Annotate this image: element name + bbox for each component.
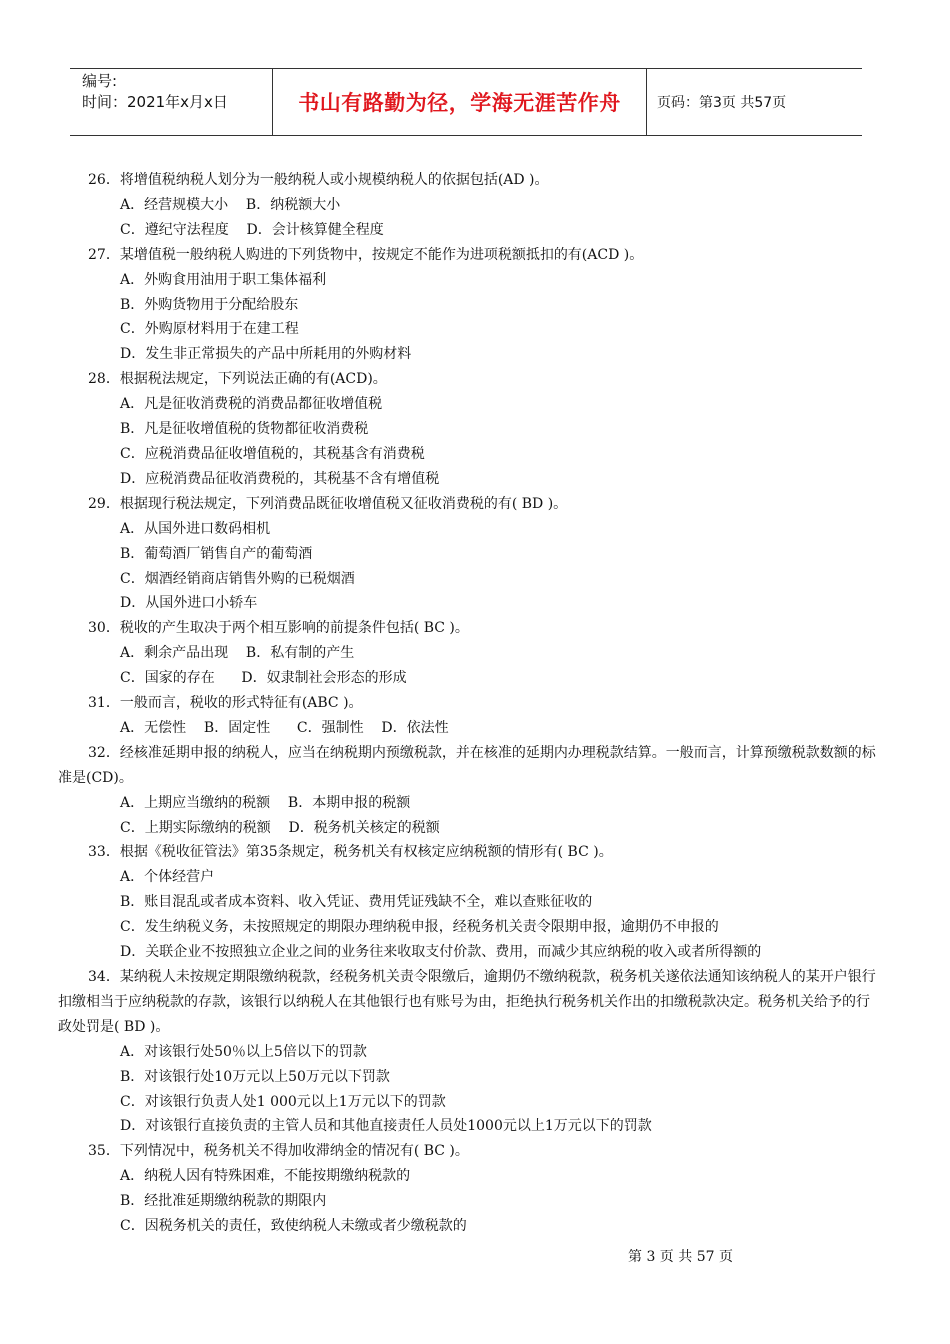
question-option: A．凡是征收消费税的消费品都征收增值税 — [120, 396, 383, 413]
document-number-label: 编号: — [82, 72, 118, 90]
question-option: B．葡萄酒厂销售自产的葡萄酒 — [120, 545, 313, 562]
question-option: D．对该银行直接负责的主管人员和其他直接责任人员处1000元以上1万元以下的罚款 — [120, 1118, 652, 1135]
question-stem: 27．某增值税一般纳税人购进的下列货物中，按规定不能作为进项税额抵扣的有(ACD )。 — [88, 246, 644, 263]
question-option: B．账目混乱或者成本资料、收入凭证、费用凭证残缺不全，难以查账征收的 — [120, 894, 593, 911]
question-list — [58, 168, 878, 1239]
question-option: A．个体经营户 — [120, 869, 215, 886]
question-stem: 29．根据现行税法规定，下列消费品既征收增值税又征收消费税的有( BD )。 — [88, 495, 568, 512]
question-option: C．对该银行负责人处1 000元以上1万元以下的罚款 — [120, 1093, 446, 1110]
question-option: B．经批准延期缴纳税款的期限内 — [120, 1193, 327, 1210]
question-option: C．因税务机关的责任，致使纳税人未缴或者少缴税款的 — [120, 1218, 467, 1235]
question-stem: 35．下列情况中，税务机关不得加收滞纳金的情况有( BC )。 — [88, 1143, 469, 1160]
page-footer: 第 3 页 共 57 页 — [628, 1249, 733, 1265]
question-option: A．对该银行处50％以上5倍以下的罚款 — [120, 1043, 367, 1060]
header-meta — [70, 69, 273, 135]
header-motto: 书山有路勤为径，学海无涯苦作舟 — [273, 69, 647, 135]
question-option: D．应税消费品征收消费税的，其税基不含有增值税 — [120, 470, 440, 487]
question-option: C．国家的存在 D．奴隶制社会形态的形成 — [120, 670, 407, 687]
document-time-label: 时间：2021年x月x日 — [82, 93, 228, 111]
question-option: A．经营规模大小 B．纳税额大小 — [120, 196, 341, 213]
question-option: A．从国外进口数码相机 — [120, 520, 271, 537]
question-option: D．从国外进口小轿车 — [120, 595, 258, 612]
question-option: B．凡是征收增值税的货物都征收消费税 — [120, 421, 369, 438]
question-stem: 26．将增值税纳税人划分为一般纳税人或小规模纳税人的依据包括(AD )。 — [88, 172, 549, 188]
question-stem: 34．某纳税人未按规定期限缴纳税款，经税务机关责令限缴后，逾期仍不缴纳税款，税务机关遂依法通知该纳税人的某开户银行扣缴相当于应纳税款的存款，该银行以纳税人在其他银行也有账号为由，拒绝执行税务机关作出的扣缴税款决定。税务机关给予的行政处罚是( BD )。 — [58, 969, 876, 1035]
question-stem: 31．一般而言，税收的形式特征有(ABC )。 — [88, 695, 363, 712]
question-option: A．外购食用油用于职工集体福利 — [120, 271, 327, 288]
page-header — [70, 68, 862, 136]
question-option: B．对该银行处10万元以上50万元以下罚款 — [120, 1068, 390, 1085]
question-option: B．外购货物用于分配给股东 — [120, 296, 299, 313]
question-option: D．发生非正常损失的产品中所耗用的外购材料 — [120, 346, 412, 363]
question-option: C．烟酒经销商店销售外购的已税烟酒 — [120, 570, 355, 587]
question-option: C．遵纪守法程度 D．会计核算健全程度 — [120, 221, 384, 238]
question-option: A．剩余产品出现 B．私有制的产生 — [120, 645, 355, 662]
question-option: A．上期应当缴纳的税额 B．本期申报的税额 — [120, 794, 411, 811]
question-stem: 30．税收的产生取决于两个相互影响的前提条件包括( BC )。 — [88, 620, 469, 637]
question-option: C．上期实际缴纳的税额 D．税务机关核定的税额 — [120, 819, 440, 836]
question-option: A．无偿性 B．固定性 C．强制性 D．依法性 — [120, 719, 449, 736]
question-stem: 32．经核准延期申报的纳税人，应当在纳税期内预缴税款，并在核准的延期内办理税款结算。一般而言，计算预缴税款数额的标准是(CD)。 — [58, 744, 876, 786]
question-option: C．应税消费品征收增值税的，其税基含有消费税 — [120, 445, 425, 462]
question-option: C．发生纳税义务，未按照规定的期限办理纳税申报，经税务机关责令限期申报，逾期仍不申报的 — [120, 919, 719, 936]
question-stem: 28．根据税法规定，下列说法正确的有(ACD)。 — [88, 371, 387, 388]
question-option: D．关联企业不按照独立企业之间的业务往来收取支付价款、费用，而减少其应纳税的收入或者所得额的 — [120, 944, 762, 961]
question-stem: 33．根据《税收征管法》第35条规定，税务机关有权核定应纳税额的情形有( BC )。 — [88, 844, 613, 861]
question-option: C．外购原材料用于在建工程 — [120, 321, 299, 338]
header-page-info: 页码：第3页 共57页 — [657, 95, 787, 111]
question-option: A．纳税人因有特殊困难，不能按期缴纳税款的 — [120, 1168, 411, 1185]
